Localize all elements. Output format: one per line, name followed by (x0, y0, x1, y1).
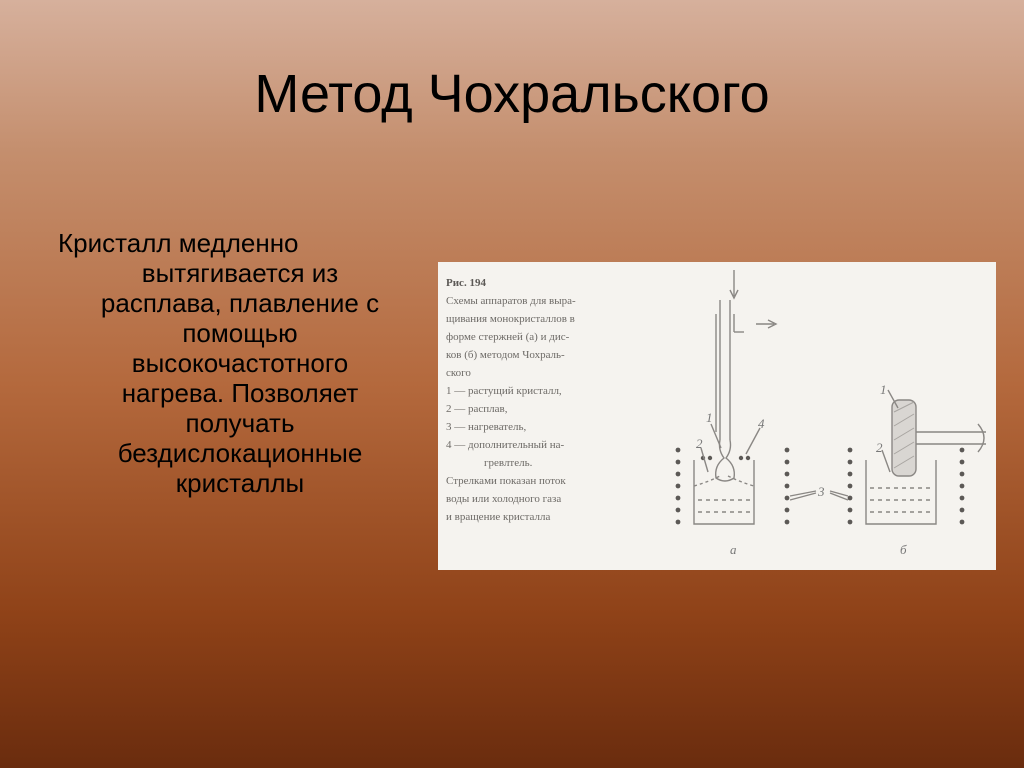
figure-czochralski-apparatus (438, 262, 996, 570)
caption-line: форме стержней (а) и дис- (446, 331, 570, 343)
legend-line: 4 — дополнительный на- (446, 439, 565, 451)
label-1-b: 1 (880, 382, 887, 397)
caption-line: Схемы аппаратов для выра- (446, 295, 576, 307)
rotation-arrow-b (978, 424, 984, 452)
label-subfig-b: б (900, 542, 907, 557)
crucible-a (694, 460, 754, 524)
legend-line: 3 — нагреватель, (446, 421, 527, 433)
label-2-b: 2 (876, 440, 883, 455)
caption-line: щивания монокристаллов в (446, 313, 575, 325)
heater-coils-a (676, 448, 790, 525)
caption-line: Рис. 194 (446, 277, 486, 289)
legend-line: 1 — растущий кристалл, (446, 385, 562, 397)
label-1-a: 1 (706, 410, 713, 425)
legend-line: 2 — расплав, (446, 403, 508, 415)
caption-line: ков (б) методом Чохраль- (446, 349, 565, 361)
note-line: Стрелками показан поток (446, 475, 566, 487)
note-line: и вращение кристалла (446, 511, 551, 523)
body-first-line: Кристалл медленно (58, 228, 299, 258)
body-rest: вытягивается из расплава, плавление с помощью высокочастотного нагрева. Позволяет получать бездислокационные кристаллы (100, 258, 380, 498)
crystal-a (716, 440, 735, 481)
apparatus-drawing (438, 262, 996, 570)
slide-body-text (58, 228, 398, 498)
label-3: 3 (818, 484, 825, 499)
caption-line: ского (446, 367, 471, 379)
legend-line: гревлтель. (484, 457, 533, 469)
label-subfig-a: а (730, 542, 737, 557)
slide-title: Метод Чохральского (254, 64, 770, 124)
label-2-a: 2 (696, 436, 703, 451)
label-4-a: 4 (758, 416, 765, 431)
note-line: воды или холодного газа (446, 493, 562, 505)
